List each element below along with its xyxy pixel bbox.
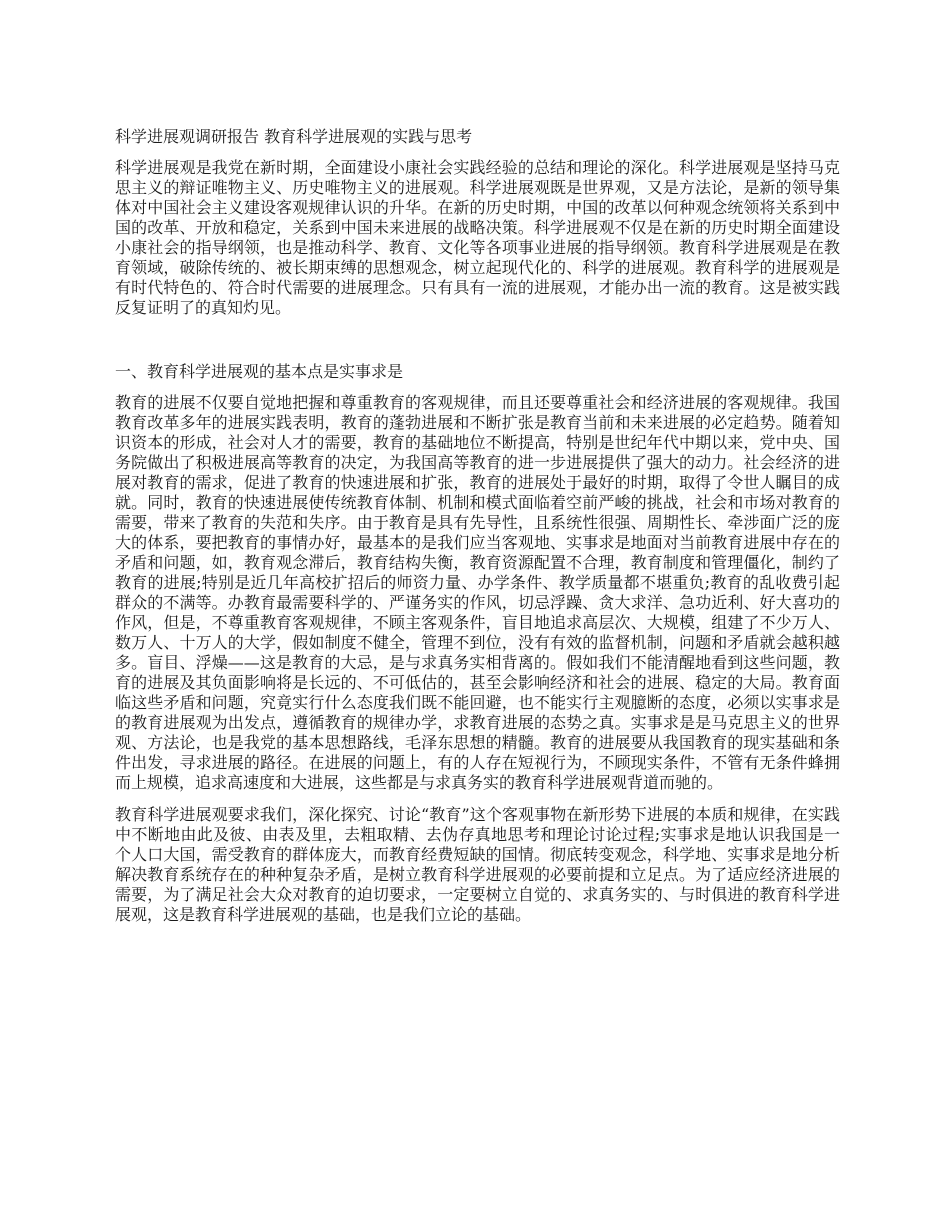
document-title: 科学进展观调研报告 教育科学进展观的实践与思考	[115, 127, 473, 146]
document-page	[115, 126, 840, 937]
section-1-paragraph-1: 教育的进展不仅要自觉地把握和尊重教育的客观规律，而且还要尊重社会和经济进展的客观规律。我国教育改革多年的进展实践表明，教育的蓬勃进展和不断扩张是教育当前和未来进展的必定趋势。随着知识资本的形成，社会对人才的需要，教育的基础地位不断提高，特别是世纪年代中期以来，党中央、国务院做出了积极进展高等教育的决定，为我国高等教育的进一步进展提供了强大的动力。社会经济的进展对教育的需求，促进了教育的快速进展和扩张，教育的进展处于最好的时期，取得了令世人瞩目的成就。同时，教育的快速进展使传统教育体制、机制和模式面临着空前严峻的挑战，社会和市场对教育的需要，带来了教育的失范和失序。由于教育是具有先导性，且系统性很强、周期性长、牵涉面广泛的庞大的体系，要把教育的事情办好，最基本的是我们应当客观地、实事求是地面对当前教育进展中存在的矛盾和问题，如，教育观念滞后，教育结构失衡，教育资源配置不合理，教育制度和管理僵化，制约了教育的进展;特别是近几年高校扩招后的师资力量、办学条件、教学质量都不堪重负;教育的乱收费引起群众的不满等。办教育最需要科学的、严谨务实的作风，切忌浮躁、贪大求洋、急功近利、好大喜功的作风，但是，不尊重教育客观规律，不顾主客观条件，盲目地追求高层次、大规模，组建了不少万人、数万人、十万人的大学，假如制度不健全，管理不到位，没有有效的监督机制，问题和矛盾就会越积越多。盲目、浮燥——这是教育的大忌，是与求真务实相背离的。假如我们不能清醒地看到这些问题，教育的进展及其负面影响将是长远的、不可低估的，甚至会影响经济和社会的进展、稳定的大局。教育面临这些矛盾和问题，究竟实行什么态度我们既不能回避，也不能实行主观臆断的态度，必须以实事求是的教育进展观为出发点，遵循教育的规律办学，求教育进展的态势之真。实事求是是马克思主义的世界观、方法论，也是我党的基本思想路线，毛泽东思想的精髓。教育的进展要从我国教育的现实基础和条件出发，寻求进展的路径。在进展的问题上，有的人存在短视行为，不顾现实条件，不管有无条件蜂拥而上规模，追求高速度和大进展，这些都是与求真务实的教育科学进展观背道而驰的。	[115, 393, 840, 792]
section-1-paragraph-2: 教育科学进展观要求我们，深化探究、讨论“教育”这个客观事物在新形势下进展的本质和规律，在实践中不断地由此及彼、由表及里，去粗取精、去伪存真地思考和理论讨论过程;实事求是地认识我国是一个人口大国，需受教育的群体庞大，而教育经费短缺的国情。彻底转变观念，科学地、实事求是地分析解决教育系统存在的种种复杂矛盾，是树立教育科学进展观的必要前提和立足点。为了适应经济进展的需要，为了满足社会大众对教育的迫切要求，一定要树立自觉的、求真务实的、与时俱进的教育科学进展观，这是教育科学进展观的基础，也是我们立论的基础。	[115, 805, 840, 924]
section-1-heading: 一、教育科学进展观的基本点是实事求是	[115, 362, 404, 381]
intro-paragraph: 科学进展观是我党在新时期，全面建设小康社会实践经验的总结和理论的深化。科学进展观是坚持马克思主义的辩证唯物主义、历史唯物主义的进展观。科学进展观既是世界观，又是方法论，是新的领导集体对中国社会主义建设客观规律认识的升华。在新的历史时期，中国的改革以何种观念统领将关系到中国的改革、开放和稳定，关系到中国未来进展的战略决策。科学进展观不仅是在新的历史时期全面建设小康社会的指导纲领，也是推动科学、教育、文化等各项事业进展的指导纲领。教育科学进展观是在教育领域，破除传统的、被长期束缚的思想观念，树立起现代化的、科学的进展观。教育科学的进展观是有时代特色的、符合时代需要的进展理念。只有具有一流的进展观，才能办出一流的教育。这是被实践反复证明了的真知灼见。	[115, 158, 840, 317]
